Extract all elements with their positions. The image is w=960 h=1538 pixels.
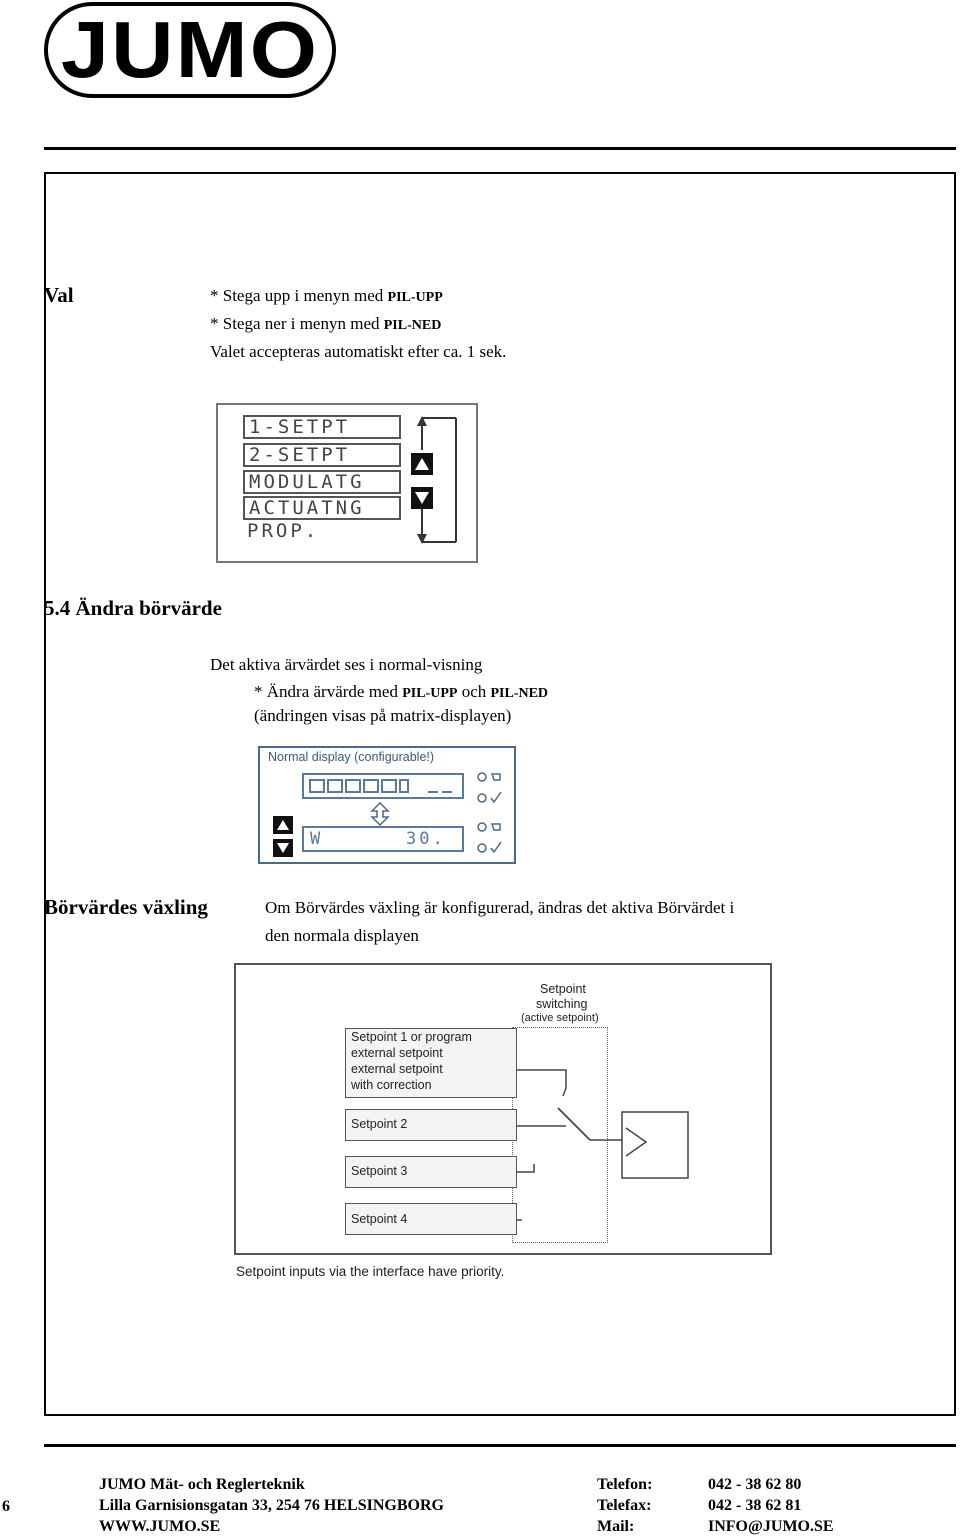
indicator-led-icons bbox=[474, 768, 508, 860]
footer-tel-label: Telefon: bbox=[597, 1476, 653, 1493]
diagram-caption: Setpoint inputs via the interface have priority. bbox=[236, 1264, 505, 1279]
section-5-4-line-2: * Ändra ärvärde med PIL-UPP och PIL-NED bbox=[254, 682, 549, 701]
jumo-logo bbox=[44, 2, 336, 98]
val-line-1: * Stega upp i menyn med PIL-UPP bbox=[210, 286, 443, 305]
switch-wiring bbox=[500, 1060, 700, 1240]
key-pil-ned: PIL-NED bbox=[490, 686, 549, 701]
footer-rule bbox=[44, 1444, 956, 1447]
setpoint-4-label: Setpoint 4 bbox=[351, 1212, 408, 1226]
val-heading: Val bbox=[44, 283, 74, 307]
setpoint-1-line-2: external setpoint bbox=[351, 1046, 443, 1060]
arrow-down-icon bbox=[273, 839, 293, 857]
switch-label-2: switching bbox=[536, 997, 588, 1011]
footer-website[interactable]: WWW.JUMO.SE bbox=[99, 1518, 221, 1535]
val-line-2: * Stega ner i menyn med PIL-NED bbox=[210, 314, 442, 333]
setpoint-1-line-3: external setpoint bbox=[351, 1062, 443, 1076]
footer-tel-value: 042 - 38 62 80 bbox=[708, 1476, 802, 1493]
key-pil-upp: PIL-UPP bbox=[402, 686, 458, 701]
arrow-up-icon bbox=[273, 816, 293, 834]
up-down-arrow-icon bbox=[370, 802, 390, 826]
arrow-up-icon bbox=[411, 453, 433, 475]
footer-fax-label: Telefax: bbox=[597, 1497, 652, 1514]
footer-mail-label: Mail: bbox=[597, 1518, 635, 1535]
logo-text: JUMO bbox=[60, 5, 320, 94]
val-line-3: Valet accepteras automatiskt efter ca. 1 sek. bbox=[210, 342, 507, 361]
arrow-down-icon bbox=[411, 487, 433, 509]
normal-display-title: Normal display (configurable!) bbox=[268, 750, 435, 764]
footer-company: JUMO Mät- och Reglerteknik bbox=[99, 1476, 305, 1493]
normal-display-row-1 bbox=[302, 773, 464, 799]
switch-label-1: Setpoint bbox=[540, 982, 586, 996]
key-pil-upp: PIL-UPP bbox=[387, 290, 443, 305]
menu-item-2: 2-SETPT bbox=[243, 443, 401, 467]
menu-item-5: PROP. bbox=[247, 520, 320, 542]
menu-item-1: 1-SETPT bbox=[243, 415, 401, 439]
menu-item-4: ACTUATNG bbox=[243, 496, 401, 520]
footer-fax-value: 042 - 38 62 81 bbox=[708, 1497, 802, 1514]
header-rule bbox=[44, 147, 956, 150]
switching-line-1: Om Börvärdes växling är konfigurerad, ändras det aktiva Börvärdet i bbox=[265, 898, 735, 917]
section-5-4-line-3: (ändringen visas på matrix-displayen) bbox=[254, 706, 512, 725]
setpoint-value: 30. bbox=[406, 829, 446, 849]
setpoint-1-line-1: Setpoint 1 or program bbox=[351, 1030, 472, 1044]
footer-address: Lilla Garnisionsgatan 33, 254 76 HELSINGBORG bbox=[99, 1497, 444, 1514]
switching-heading: Börvärdes växling bbox=[44, 895, 208, 919]
page-number: 6 bbox=[2, 1498, 10, 1515]
matrix-blocks bbox=[304, 775, 462, 797]
setpoint-2-label: Setpoint 2 bbox=[351, 1117, 408, 1131]
menu-item-3: MODULATG bbox=[243, 470, 401, 494]
switch-label-3: (active setpoint) bbox=[521, 1012, 599, 1024]
key-pil-ned: PIL-NED bbox=[383, 318, 442, 333]
menu-nav-arrows bbox=[404, 410, 464, 550]
section-5-4-line-1: Det aktiva ärvärdet ses i normal-visning bbox=[210, 655, 483, 674]
switching-line-2: den normala displayen bbox=[265, 926, 419, 945]
setpoint-w-label: W bbox=[310, 829, 321, 849]
normal-display-row-2 bbox=[302, 826, 464, 852]
setpoint-1-line-4: with correction bbox=[351, 1078, 432, 1092]
setpoint-3-label: Setpoint 3 bbox=[351, 1164, 408, 1178]
footer-mail-value[interactable]: INFO@JUMO.SE bbox=[708, 1518, 834, 1535]
section-5-4-heading: 5.4 Ändra börvärde bbox=[44, 596, 222, 620]
